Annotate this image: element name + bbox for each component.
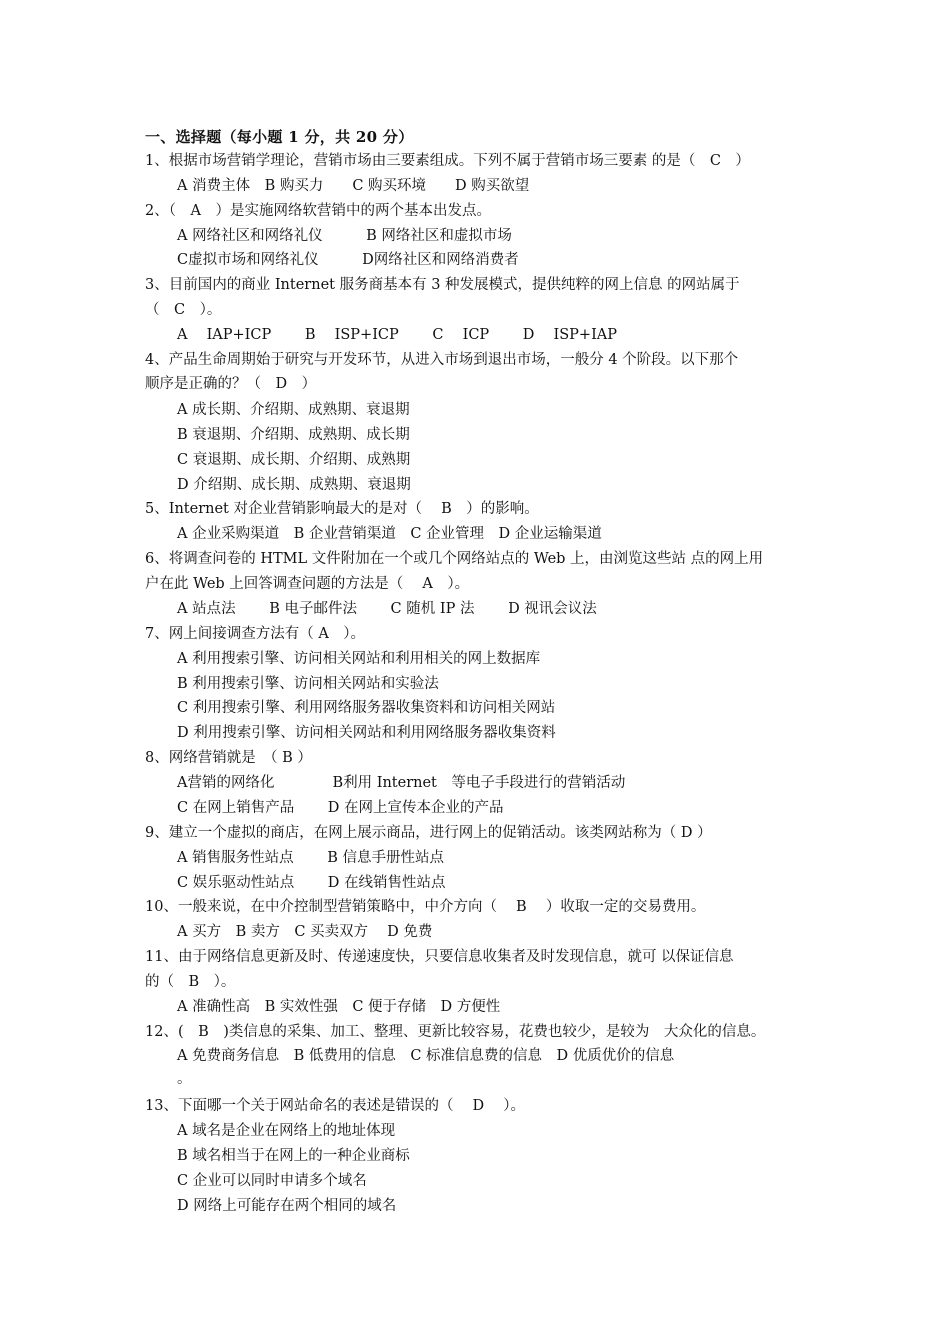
- question-2-option-line-2: C虚拟市场和网络礼仪 D网络社区和网络消费者: [177, 252, 519, 268]
- question-10-text: 10、一般来说，在中介控制型营销策略中，中介方向（ B ）收取一定的交易费用。: [145, 899, 706, 915]
- question-6-options: A 站点法 B 电子邮件法 C 随机 IP 法 D 视讯会议法: [177, 601, 597, 617]
- question-13-text: 13、下面哪一个关于网站命名的表述是错误的（ D ）。: [145, 1098, 526, 1114]
- question-9-option-line-1: A 销售服务性站点 B 信息手册性站点: [177, 850, 444, 866]
- question-3-options: A IAP+ICP B ISP+ICP C ICP D ISP+IAP: [177, 327, 618, 343]
- question-12-options: A 免费商务信息 B 低费用的信息 C 标准信息费的信息 D 优质优价的信息: [177, 1048, 675, 1064]
- question-8-option-line-2: C 在网上销售产品 D 在网上宣传本企业的产品: [177, 800, 504, 816]
- question-2-option-line-1: A 网络社区和网络礼仪 B 网络社区和虚拟市场: [177, 228, 512, 244]
- question-10-options: A 买方 B 卖方 C 买卖双方 D 免费: [177, 924, 433, 940]
- question-3-text-line-1: 3、目前国内的商业 Internet 服务商基本有 3 种发展模式，提供纯粹的网上信息 的网站属于: [145, 277, 740, 293]
- question-4-option-b: B 衰退期、介绍期、成熟期、成长期: [177, 427, 410, 443]
- question-5-options: A 企业采购渠道 B 企业营销渠道 C 企业管理 D 企业运输渠道: [177, 526, 602, 542]
- question-11-options: A 准确性高 B 实效性强 C 便于存储 D 方便性: [177, 999, 501, 1015]
- question-12-trailing-mark: 。: [177, 1071, 192, 1087]
- question-6-text-line-1: 6、将调查问卷的 HTML 文件附加在一个或几个网络站点的 Web 上，由浏览这些站 点的网上用: [145, 551, 764, 567]
- question-3-text-line-2: （ C ）。: [145, 302, 222, 318]
- question-13-option-d: D 网络上可能存在两个相同的域名: [177, 1198, 397, 1214]
- question-13-option-c: C 企业可以同时申请多个域名: [177, 1173, 367, 1189]
- question-4-text-line-1: 4、产品生命周期始于研究与开发环节，从进入市场到退出市场，一般分 4 个阶段。以下那个: [145, 352, 739, 368]
- question-7-option-c: C 利用搜索引擎、利用网络服务器收集资料和访问相关网站: [177, 700, 556, 716]
- question-11-text-line-2: 的（ B ）。: [145, 974, 236, 990]
- question-8-option-line-1: A营销的网络化 B利用 Internet 等电子手段进行的营销活动: [177, 775, 626, 791]
- section-title: 一、选择题（每小题 1 分，共 20 分）: [145, 128, 414, 146]
- question-7-option-a: A 利用搜索引擎、访问相关网站和利用相关的网上数据库: [177, 651, 541, 667]
- question-2-text: 2、（ A ）是实施网络软营销中的两个基本出发点。: [145, 203, 491, 219]
- question-13-option-a: A 域名是企业在网络上的地址体现: [177, 1123, 396, 1139]
- question-8-text: 8、网络营销就是 （ B ）: [145, 750, 312, 766]
- question-4-text-line-2: 顺序是正确的？（ D ）: [145, 376, 317, 392]
- question-4-option-d: D 介绍期、成长期、成熟期、衰退期: [177, 477, 411, 493]
- question-6-text-line-2: 户在此 Web 上回答调查问题的方法是（ A ）。: [145, 576, 470, 592]
- question-7-text: 7、网上间接调查方法有（ A ）。: [145, 626, 366, 642]
- question-11-text-line-1: 11、由于网络信息更新及时、传递速度快，只要信息收集者及时发现信息，就可 以保证信息: [145, 949, 734, 965]
- question-4-option-a: A 成长期、介绍期、成熟期、衰退期: [177, 402, 410, 418]
- question-7-option-b: B 利用搜索引擎、访问相关网站和实验法: [177, 676, 439, 692]
- question-1-text: 1、根据市场营销学理论，营销市场由三要素组成。下列不属于营销市场三要素 的是（ C ）: [145, 153, 750, 169]
- question-13-option-b: B 域名相当于在网上的一种企业商标: [177, 1148, 410, 1164]
- question-9-text: 9、建立一个虚拟的商店，在网上展示商品，进行网上的促销活动。该类网站称为（ D ）: [145, 825, 712, 841]
- question-1-options: A 消费主体 B 购买力 C 购买环境 D 购买欲望: [177, 178, 530, 194]
- question-12-text: 12、( B )类信息的采集、加工、整理、更新比较容易，花费也较少，是较为 大众化的信息。: [145, 1024, 766, 1040]
- question-4-option-c: C 衰退期、成长期、介绍期、成熟期: [177, 452, 411, 468]
- question-5-text: 5、Internet 对企业营销影响最大的是对（ B ）的影响。: [145, 501, 539, 517]
- question-9-option-line-2: C 娱乐驱动性站点 D 在线销售性站点: [177, 875, 446, 891]
- question-7-option-d: D 利用搜索引擎、访问相关网站和利用网络服务器收集资料: [177, 725, 556, 741]
